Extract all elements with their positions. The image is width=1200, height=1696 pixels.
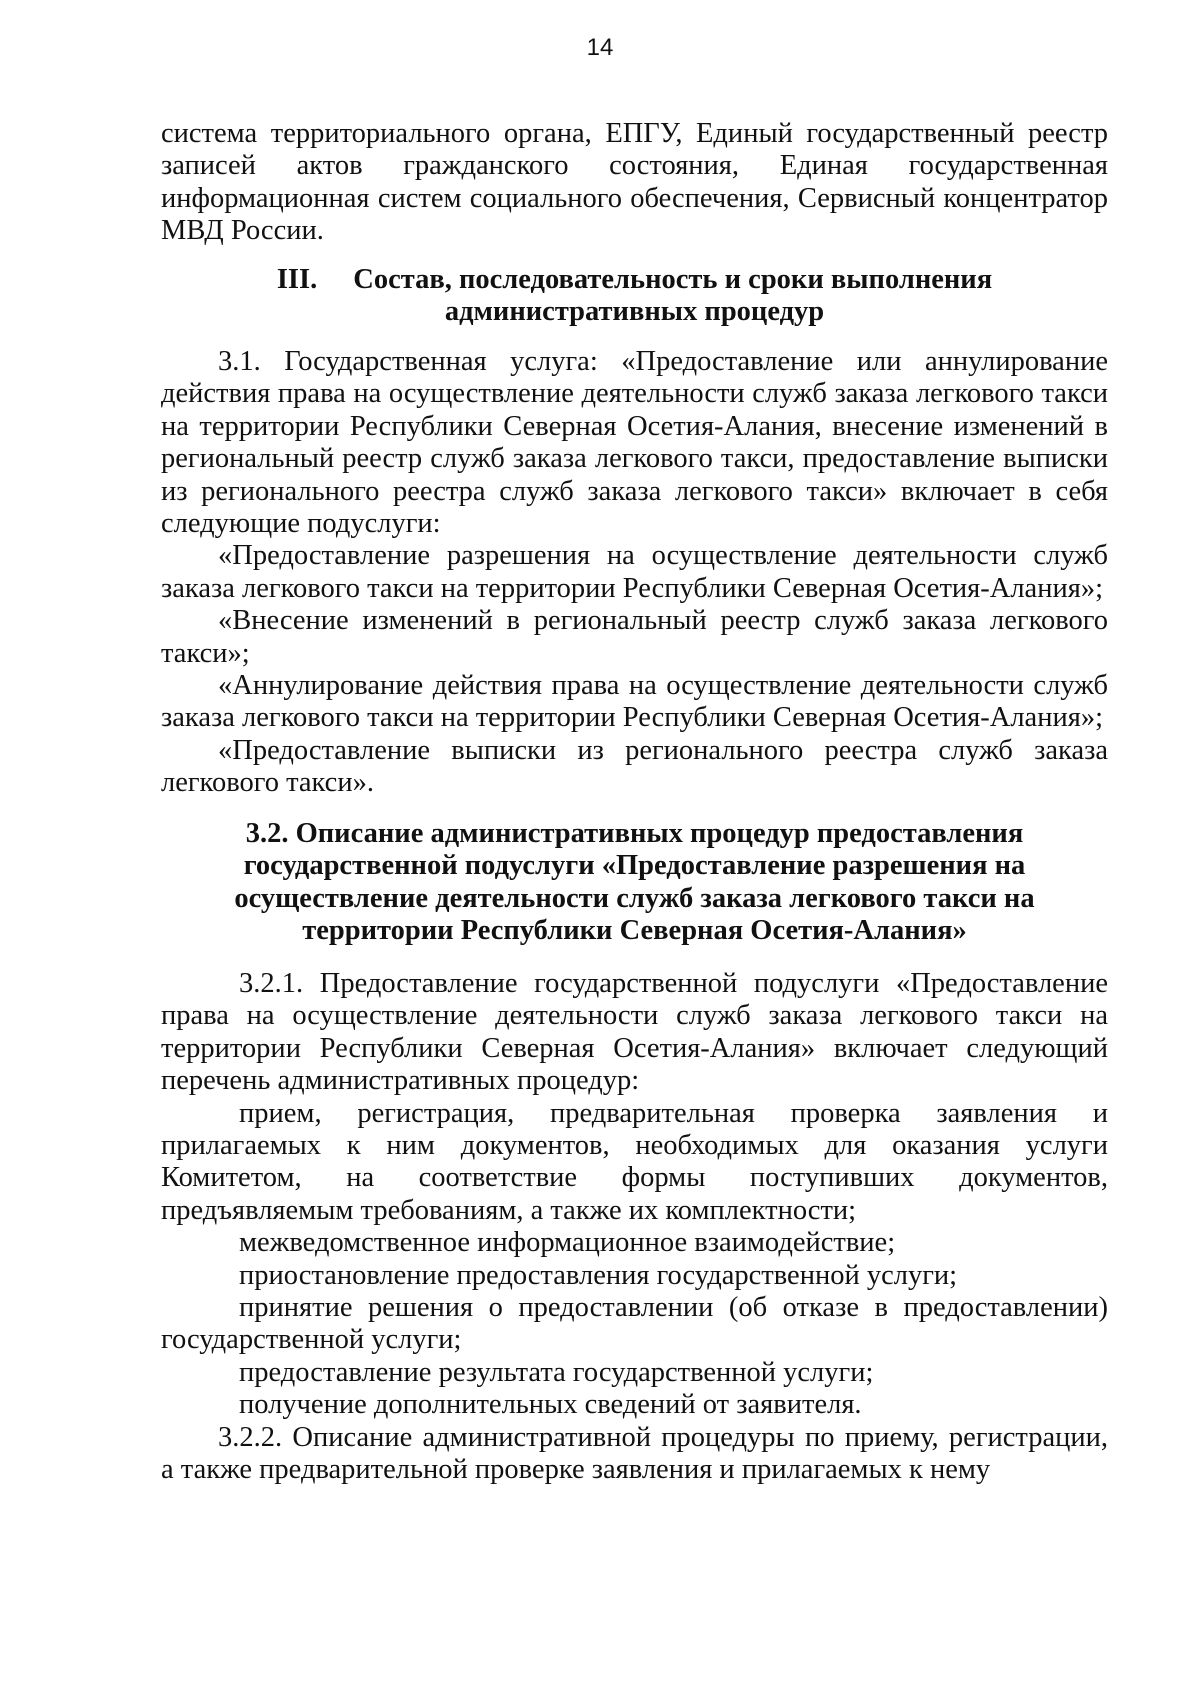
subservice-item: «Аннулирование действия права на осуществление деятельности служб заказа легкового такси на территории Республики Северная Осетия-Алания»; <box>161 670 1108 734</box>
paragraph-3-2-2: 3.2.2. Описание административной процедуры по приему, регистрации, а также предварительной проверке заявления и прилагаемых к нему <box>161 1421 1108 1486</box>
section-3-heading <box>161 264 1108 329</box>
subservice-item: «Предоставление выписки из регионального реестра служб заказа легкового такси». <box>161 734 1108 799</box>
section-3-1-block <box>161 346 1108 800</box>
procedure-item: приостановление предоставления государственной услуги; <box>239 1259 958 1291</box>
section-3-number: III. <box>276 264 318 295</box>
subservice-item: «Предоставление разрешения на осуществление деятельности служб заказа легкового такси на территории Республики Северная Осетия-Алания»; <box>161 540 1108 604</box>
section-3-2-heading-line4: территории Республики Северная Осетия-Алания» <box>302 915 967 947</box>
section-3-2-1-block <box>161 968 1108 1487</box>
paragraph-3-2-1: 3.2.1. Предоставление государственной подуслуги «Предоставление права на осуществление деятельности служб заказа легкового такси на территории Республики Северная Осетия-Алания» включает следующий перечень административных процедур: <box>161 968 1108 1097</box>
procedure-item: прием, регистрация, предварительная проверка заявления и прилагаемых к ним документов, необходимых для оказания услуги Комитетом, на соответствие формы поступивших документов, предъявляемым требованиям, а также их комплектности; <box>161 1097 1108 1226</box>
section-3-2-heading-line3: осуществление деятельности служб заказа легкового такси на <box>234 882 1035 914</box>
intro-block <box>161 118 1108 248</box>
section-3-heading-line1 <box>161 264 1108 296</box>
paragraph-3-1: 3.1. Государственная услуга: «Предоставление или аннулирование действия права на осуществление деятельности служб заказа легкового такси на территории Республики Северная Осетия-Алания, внесение изменений в региональный реестр служб заказа легкового такси, предоставление выписки из регионального реестра служб заказа легкового такси» включает в себя следующие подуслуги: <box>161 346 1108 540</box>
section-3-title-line2: административных процедур <box>444 296 825 328</box>
section-3-title-line1: Состав, последовательность и сроки выполнения <box>353 264 993 295</box>
section-3-2-heading <box>161 818 1108 948</box>
procedure-item: предоставление результата государственной услуги; <box>239 1356 874 1388</box>
intro-paragraph: система территориального органа, ЕПГУ, Единый государственный реестр записей актов гражданского состояния, Единая государственная информационная систем социального обеспечения, Сервисный концентратор МВД России. <box>161 118 1108 247</box>
procedure-item: получение дополнительных сведений от заявителя. <box>239 1389 862 1421</box>
page-number: 14 <box>586 34 614 61</box>
subservice-item: «Внесение изменений в региональный реестр служб заказа легкового такси»; <box>161 605 1108 669</box>
section-3-2-heading-line2: государственной подуслуги «Предоставление разрешения на <box>243 850 1026 882</box>
section-3-2-heading-line1: 3.2. Описание административных процедур предоставления <box>245 818 1024 849</box>
procedure-item: межведомственное информационное взаимодействие; <box>239 1227 896 1259</box>
procedure-item: принятие решения о предоставлении (об отказе в предоставлении) государственной услуги; <box>161 1292 1108 1356</box>
